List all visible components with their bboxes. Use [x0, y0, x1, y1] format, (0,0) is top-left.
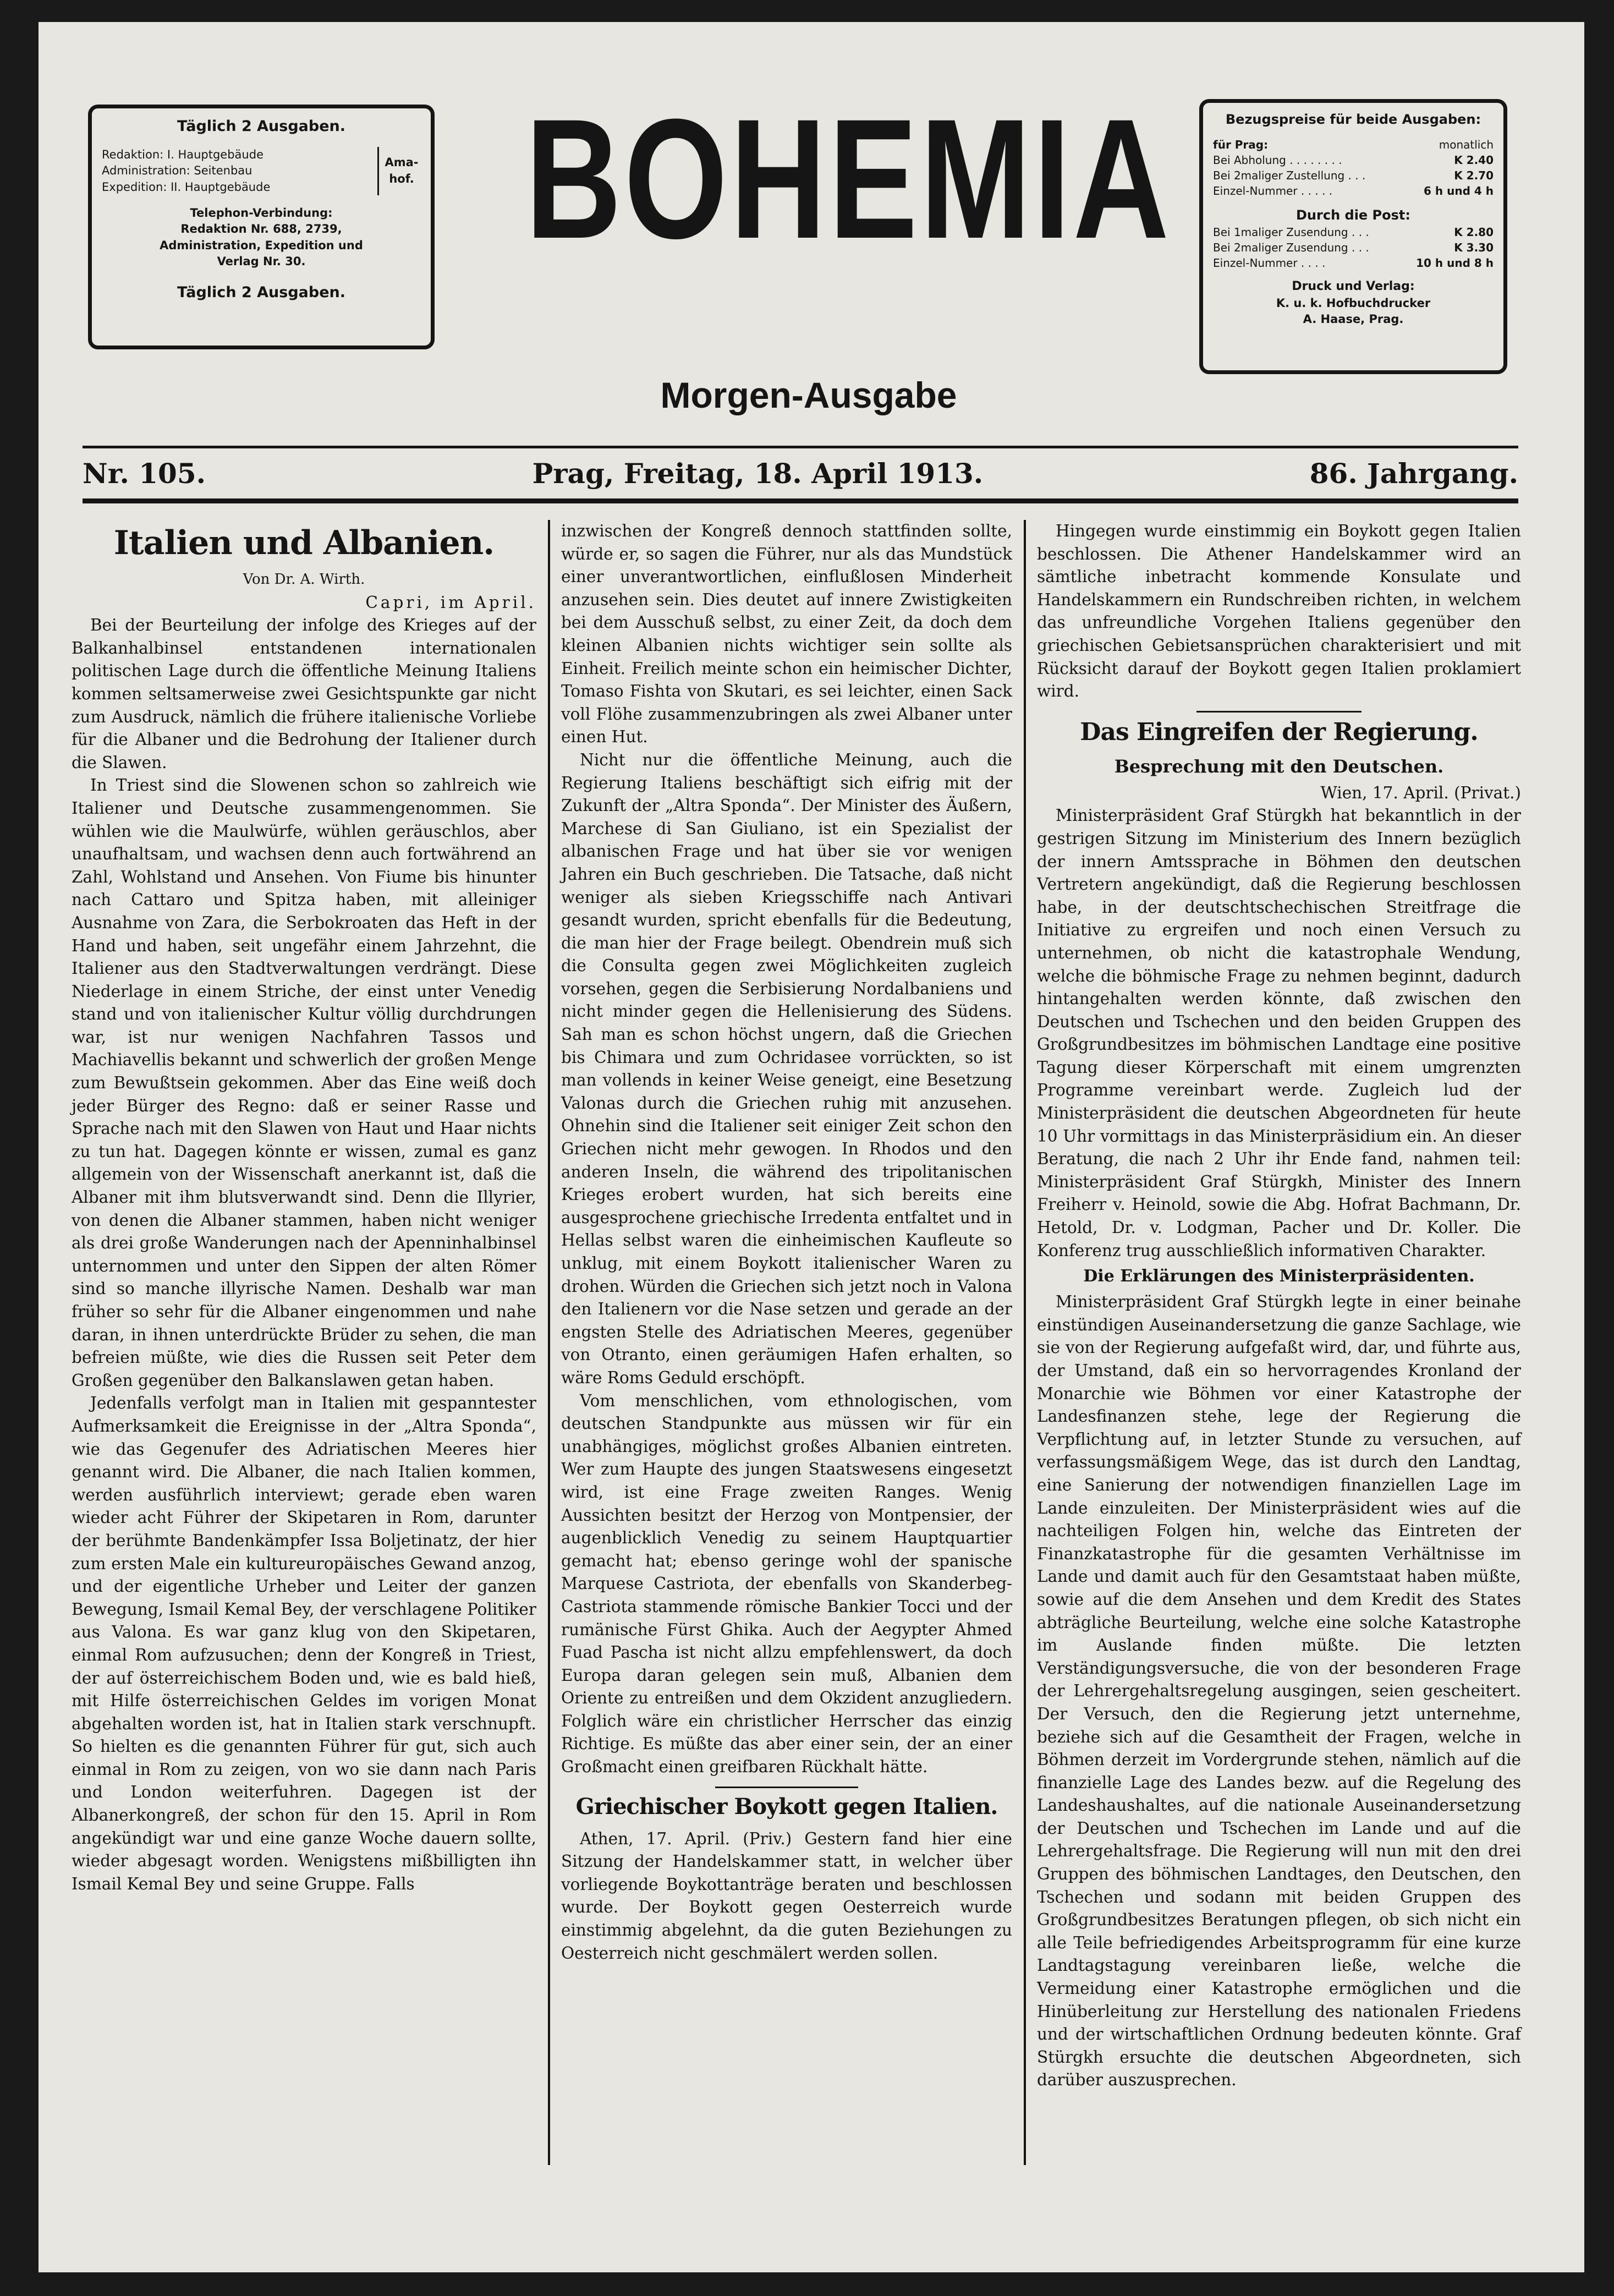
left-box-tel1: Telephon-Verbindung:: [190, 206, 333, 220]
column-2: [561, 520, 1012, 1965]
newspaper-page: [39, 22, 1584, 2272]
price-value-3: 6 h und 4 h: [1424, 184, 1494, 198]
col2-separator: [715, 1787, 858, 1788]
left-box-r3: Expedition: II. Hauptgebäude: [102, 180, 271, 194]
right-box-head: Bezugspreise für beide Ausgaben:: [1225, 112, 1481, 127]
price-label-3: Einzel-Nummer . . . . .: [1213, 184, 1333, 198]
price-label-1: Bei Abholung . . . . . . . .: [1213, 153, 1342, 167]
col2-paragraph-3: Vom menschlichen, vom ethnologischen, vom deutschen Standpunkte aus müssen wir für ein unabhängiges, möglichst großes Albanien eintreten. Wer zum Haupte des jungen Staatswesens eingesetzt wird, ist eine Frage zweiten Ranges. Wenig Aussichten besitzt der Herzog von Montpensier, der augenblicklich Venedig zu seinem Hauptquartier gemacht hat; ebenso geringe wohl der spanische Marquese Castriota, der ebenfalls von Skanderbeg-Castriota stammende römische Bankier Tocci und der rumänische Fürst Ghika. Auch der Aegypter Ahmed Fuad Pascha ist nicht allzu empfehlenswert, da doch Europa daran gelegen sein muß, Albanien dem Oriente zu entreißen und dem Okzident anzugliedern. Folglich wäre ein christlicher Herrscher das einzig Richtige. Es müßte das aber einer sein, der an einer Großmacht einen greifbaren Rückhalt hätte.: [561, 1391, 1012, 1777]
edition-label: Morgen-Ausgabe: [660, 375, 957, 415]
price-label-2: Bei 2maliger Zustellung . . .: [1213, 168, 1366, 182]
col1-paragraph-1: Bei der Beurteilung der infolge des Krieges auf der Balkanhalbinsel entstandenen internationalen politischen Lage durch die öffentliche Meinung Italiens kommen seltsamerweise zwei Gesichtspunkte gar nicht zum Ausdruck, nämlich die frühere italienische Vorliebe für die Albaner und die Bedrohung der Italiener durch die Slawen.: [72, 616, 536, 772]
print-line-3: A. Haase, Prag.: [1303, 313, 1404, 326]
left-box-bottom: Täglich 2 Ausgaben.: [177, 283, 345, 301]
post-value-2: K 3.30: [1454, 241, 1494, 255]
price-value-2: K 2.70: [1454, 168, 1494, 182]
column-3: [1037, 520, 1521, 2092]
price-value-1: K 2.40: [1454, 153, 1494, 167]
print-line-1: Druck und Verlag:: [1292, 280, 1415, 294]
issue-volume: 86. Jahrgang.: [1309, 457, 1518, 490]
article-subtitle-deutschen: Besprechung mit den Deutschen.: [1114, 755, 1444, 777]
article-place-wien: Wien, 17. April. (Privat.): [1320, 783, 1521, 802]
article-place: Capri, im April.: [365, 593, 536, 612]
dateline: [83, 448, 1518, 498]
post-label-1: Bei 1maliger Zusendung . . .: [1213, 226, 1369, 239]
col1-paragraph-2: In Triest sind die Slowenen schon so zahlreich wie Italiener und Deutsche zusammengenommen. Sie wühlen wie die Maulwürfe, wühlen geräuschlos, aber unaufhaltsam, und wachsen denn auch fortwährend an Zahl, Wohlstand und Ansehen. Von Fiume bis hinunter nach Cattaro und Spitza haben, mit alleiniger Ausnahme von Zara, die Serbokroaten das Heft in der Hand und haben, seit ungefähr einem Jahrzehnt, die Italiener aus den Stadtverwaltungen verdrängt. Diese Niederlage in einem Striche, der einst unter Venedig stand und von italienischer Kultur völlig durchdrungen war, ist nur wenigen Nachfahren Tassos und Machiavellis bekannt und schwerlich der großen Menge zum Bewußtsein gekommen. Aber das Eine weiß doch jeder Bürger des Regno: daß er seiner Rasse und Sprache nach mit den Slawen von Haut und Haar nichts zu tun hat. Dagegen könnte er wissen, zumal es ganz allgemein von der Wissenschaft anerkannt ist, daß die Albaner mit ihm blutsverwandt sind. Denn die Illyrier, von denen die Albaner stammen, haben nicht weniger als drei große Wanderungen nach der Apenninhalbinsel unternommen und unter den Sippen der alten Römer sind so manche illyrische Namen. Deshalb war man früher so sehr für die Albaner eingenommen und nahe daran, in ihnen unterdrückte Brüder zu sehen, die man befreien müßte, wie dies die Russen seit Peter dem Großen gegenüber den Balkanslawen getan haben.: [72, 776, 536, 1390]
left-box-addresses: [102, 147, 421, 195]
post-label-3: Einzel-Nummer . . . .: [1213, 256, 1326, 270]
article-title-boykott: Griechischer Boykott gegen Italien.: [575, 1793, 998, 1820]
prag-label: für Prag:: [1213, 138, 1269, 151]
left-box-side: Ama-hof.: [377, 147, 421, 195]
print-line-2: K. u. k. Hofbuchdrucker: [1276, 296, 1431, 310]
dateline-rule-bottom: [83, 498, 1518, 503]
post-label-2: Bei 2maliger Zusendung . . .: [1213, 241, 1369, 255]
left-box-r2: Administration: Seitenbau: [102, 164, 252, 178]
col3-separator: [1196, 711, 1362, 713]
issue-number: Nr. 105.: [83, 457, 206, 490]
left-box-tel4: Verlag Nr. 30.: [217, 255, 306, 268]
col3-paragraph-2: Ministerpräsident Graf Stürgkh hat bekanntlich in der gestrigen Sitzung im Ministerium des Innern bezüglich der innern Amtssprache in Böhmen den deutschen Vertretern angekündigt, daß die Regierung beschlossen habe, in der deutschtschechischen Streitfrage die Initiative zu ergreifen und noch einen Versuch zu unternehmen, ob nicht die katastrophale Wendung, welche die böhmische Frage zu nehmen beginnt, dadurch hintangehalten werden könnte, daß zwischen den Deutschen und Tschechen und den beiden Gruppen des Großgrundbesitzes im böhmischen Landtage eine positive Tagung dieser Körperschaft mit einem umgrenzten Programme vereinbart werde. Zugleich lud der Ministerpräsident die deutschen Abgeordneten für heute 10 Uhr vormittags in das Ministerpräsidium ein. An dieser Beratung, die nach 2 Uhr ihr Ende fand, nahmen teil: Ministerpräsident Graf Stürgkh, Minister des Innern Freiherr v. Heinold, sowie die Abg. Hofrat Bachmann, Dr. Hetold, Dr. v. Lodgman, Pacher und Dr. Koller. Die Konferenz trug ausschließlich informativen Charakter.: [1037, 806, 1521, 1260]
article-byline: Von Dr. A. Wirth.: [243, 571, 365, 588]
col1-paragraph-3: Jedenfalls verfolgt man in Italien mit gespanntester Aufmerksamkeit die Ereignisse in der „Altra Sponda“, wie das Gegenufer des Adriatischen Meeres hier genannt wird. Die Albaner, die nach Italien kommen, werden ausführlich interviewt; gerade eben waren wieder acht Führer der Skipetaren in Rom, darunter der berühmte Bandenkämpfer Issa Boljetinatz, der hier zum ersten Male ein kultureuropäisches Gewand anzog, und der eigentliche Urheber und Leiter der ganzen Bewegung, Ismail Kemal Bey, der verschlagene Politiker aus Valona. Es war ganz klug von den Skipetaren, einmal Rom aufzusuchen; denn der Kongreß in Triest, der auf österreichischem Boden und, wie es bald hieß, mit Hilfe österreichischen Geldes im vorigen Monat abgehalten worden ist, hat in Italien stark verschnupft. So hielten es die genannten Führer für gut, sich auch einmal in Rom zu zeigen, von wo sie dann nach Paris und London weiterfuhren. Dagegen ist der Albanerkongreß, der schon für den 15. April in Rom angekündigt war und eine ganze Woche dauern sollte, wieder abgesagt worden. Wenigstens mißbilligten ihn Ismail Kemal Bey und seine Gruppe. Falls: [72, 1394, 536, 1893]
post-value-1: K 2.80: [1454, 226, 1494, 239]
left-box-tel2: Redaktion Nr. 688, 2739,: [180, 222, 342, 236]
newspaper-title: BOHEMIA: [525, 83, 1172, 274]
post-label: Durch die Post:: [1296, 207, 1410, 223]
col2-paragraph-2: Nicht nur die öffentliche Meinung, auch die Regierung Italiens beschäftigt sich eifrig mit der Zukunft der „Altra Sponda“. Der Minister des Äußern, Marchese di San Giuliano, ist ein Spezialist der albanischen Frage und hat über sie vor wenigen Jahren ein Buch geschrieben. Die Tatsache, daß nicht weniger als sieben Kriegsschiffe nach Antivari gesandt wurden, spricht ebenfalls für die Bedeutung, die man hier der Frage beilegt. Obendrein muß sich die Consulta gegen zwei Möglichkeiten zugleich vorsehen, gegen die Serbisierung Nordalbaniens und nicht minder gegen die Hellenisierung des Südens. Sah man es schon höchst ungern, daß die Griechen bis Chimara und zum Ochridasee vorrückten, so ist man vollends in keiner Weise geneigt, eine Besetzung Valonas durch die Griechen ruhig mit anzusehen. Ohnehin sind die Italiener seit einiger Zeit schon den Griechen nicht mehr gewogen. In Rhodos und den anderen Inseln, die während des tripolitanischen Krieges erobert wurden, hat sich bereits eine ausgesprochene griechische Irredenta entfaltet und in Hellas selbst waren die einheimischen Kaufleute so unklug, mit einem Boykott italienischer Waren zu drohen. Würden die Griechen sich jetzt noch in Valona den Italienern vor die Nase setzen und gerade an der engsten Stelle des Adriatischen Meeres, gegenüber von Otranto, einen geräumigen Hafen erhalten, so wäre Roms Geduld erschöpft.: [561, 750, 1012, 1387]
col2-paragraph-1: inzwischen der Kongreß dennoch stattfinden sollte, würde er, so sagen die Führer, nur als das Mundstück einer unverantwortlichen, einflußlosen Minderheit anzusehen sein. Dies deutet auf innere Zwistigkeiten bei dem Ausschuß selbst, zu einer Zeit, da doch dem kleinen Albanien nichts wichtiger sein sollte als Einheit. Freilich meinte schon ein heimischer Dichter, Tomaso Fishta von Skutari, es sei leichter, einen Sack voll Flöhe zusammenzubringen als zwei Albaner unter einen Hut.: [561, 522, 1012, 747]
left-box-tel3: Administration, Expedition und: [160, 238, 363, 252]
masthead-right-box: [1199, 99, 1507, 374]
column-divider-2: [1024, 520, 1026, 2165]
issue-date: Prag, Freitag, 18. April 1913.: [532, 457, 984, 490]
left-box-r1: Redaktion: I. Hauptgebäude: [102, 147, 263, 161]
post-value-3: 10 h und 8 h: [1416, 256, 1494, 270]
col2-paragraph-4: Athen, 17. April. (Priv.) Gestern fand hier eine Sitzung der Handelskammer statt, in welcher über vorliegende Boykottanträge beraten und beschlossen wurde. Der Boykott gegen Oesterreich wurde einstimmig abgelehnt, da die guten Beziehungen zu Oesterreich nicht geschmälert werden sollen.: [561, 1829, 1012, 1963]
col3-paragraph-1: Hingegen wurde einstimmig ein Boykott gegen Italien beschlossen. Die Athener Handelskammer wird an sämtliche inbetracht kommende Konsulate und Handelskammern ein Rundschreiben richten, in welchem das unfreundliche Vorgehen Italiens gegenüber den griechischen Gebietsansprüchen charakterisiert und mit Rücksicht darauf der Boykott gegen Italien proklamiert wird.: [1037, 522, 1521, 701]
article-title-regierung: Das Eingreifen der Regierung.: [1080, 717, 1478, 746]
prag-unit: monatlich: [1439, 138, 1494, 151]
column-divider-1: [548, 520, 550, 2165]
article-title-italien: Italien und Albanien.: [113, 524, 495, 562]
left-box-top: Täglich 2 Ausgaben.: [177, 118, 345, 135]
column-1: [72, 520, 536, 1895]
article-subtitle-erklaerungen: Die Erklärungen des Ministerpräsidenten.: [1083, 1267, 1475, 1286]
masthead-left-box: [88, 105, 435, 349]
col3-paragraph-3: Ministerpräsident Graf Stürgkh legte in einer beinahe einstündigen Auseinandersetzung die ganze Sachlage, wie sie von der Regierung aufgefaßt wird, dar, und führte aus, der Umstand, daß ein so hervorragendes Kronland der Monarchie wie Böhmen vor einer Katastrophe der Landesfinanzen stehe, lege der Regierung die Verpflichtung auf, in letzter Stunde zu versuchen, auf verfassungsmäßigem Wege, das ist durch den Landtag, eine Sanierung der notwendigen finanziellen Lage im Lande einzuleiten. Der Ministerpräsident wies auf die nachteiligen Folgen hin, welche das Eintreten der Finanzkatastrophe für die gesamten Verhältnisse im Lande und damit auch für den Gesamtstaat haben müßte, sowie auf die dem Ansehen und dem Kredit des States abträgliche Beurteilung, welche eine solche Katastrophe im Auslande finden müßte. Die letzten Verständigungsversuche, die von der besonderen Frage der Lehrergehaltsregelung ausgingen, seien gescheitert. Der Versuch, den die Regierung jetzt unternehme, beziehe sich auf die Gesamtheit der Fragen, welche in Böhmen derzeit im Vordergrunde stehen, nämlich auf die finanzielle Lage des Landes bezw. auf die Regelung des Landeshaushaltes, auf die nationale Auseinandersetzung der Deutschen und Tschechen im Lande und auf die Lehrergehaltsfrage. Die Regierung will nun mit den drei Gruppen des böhmischen Landtages, den Deutschen, den Tschechen und sodann mit beiden Gruppen des Großgrundbesitzes Beratungen pflegen, ob sich nicht ein alle Teile befriedigendes Arbeitsprogramm für eine kurze Landtagstagung vereinbaren ließe, welche die Vermeidung einer Katastrophe ermöglichen und die Hinüberleitung zur Herstellung des nationalen Friedens und der wirtschaftlichen Ordnung bedeuten könnte. Graf Stürgkh ersuchte die deutschen Abgeordneten, sich darüber auszusprechen.: [1037, 1292, 1521, 2090]
